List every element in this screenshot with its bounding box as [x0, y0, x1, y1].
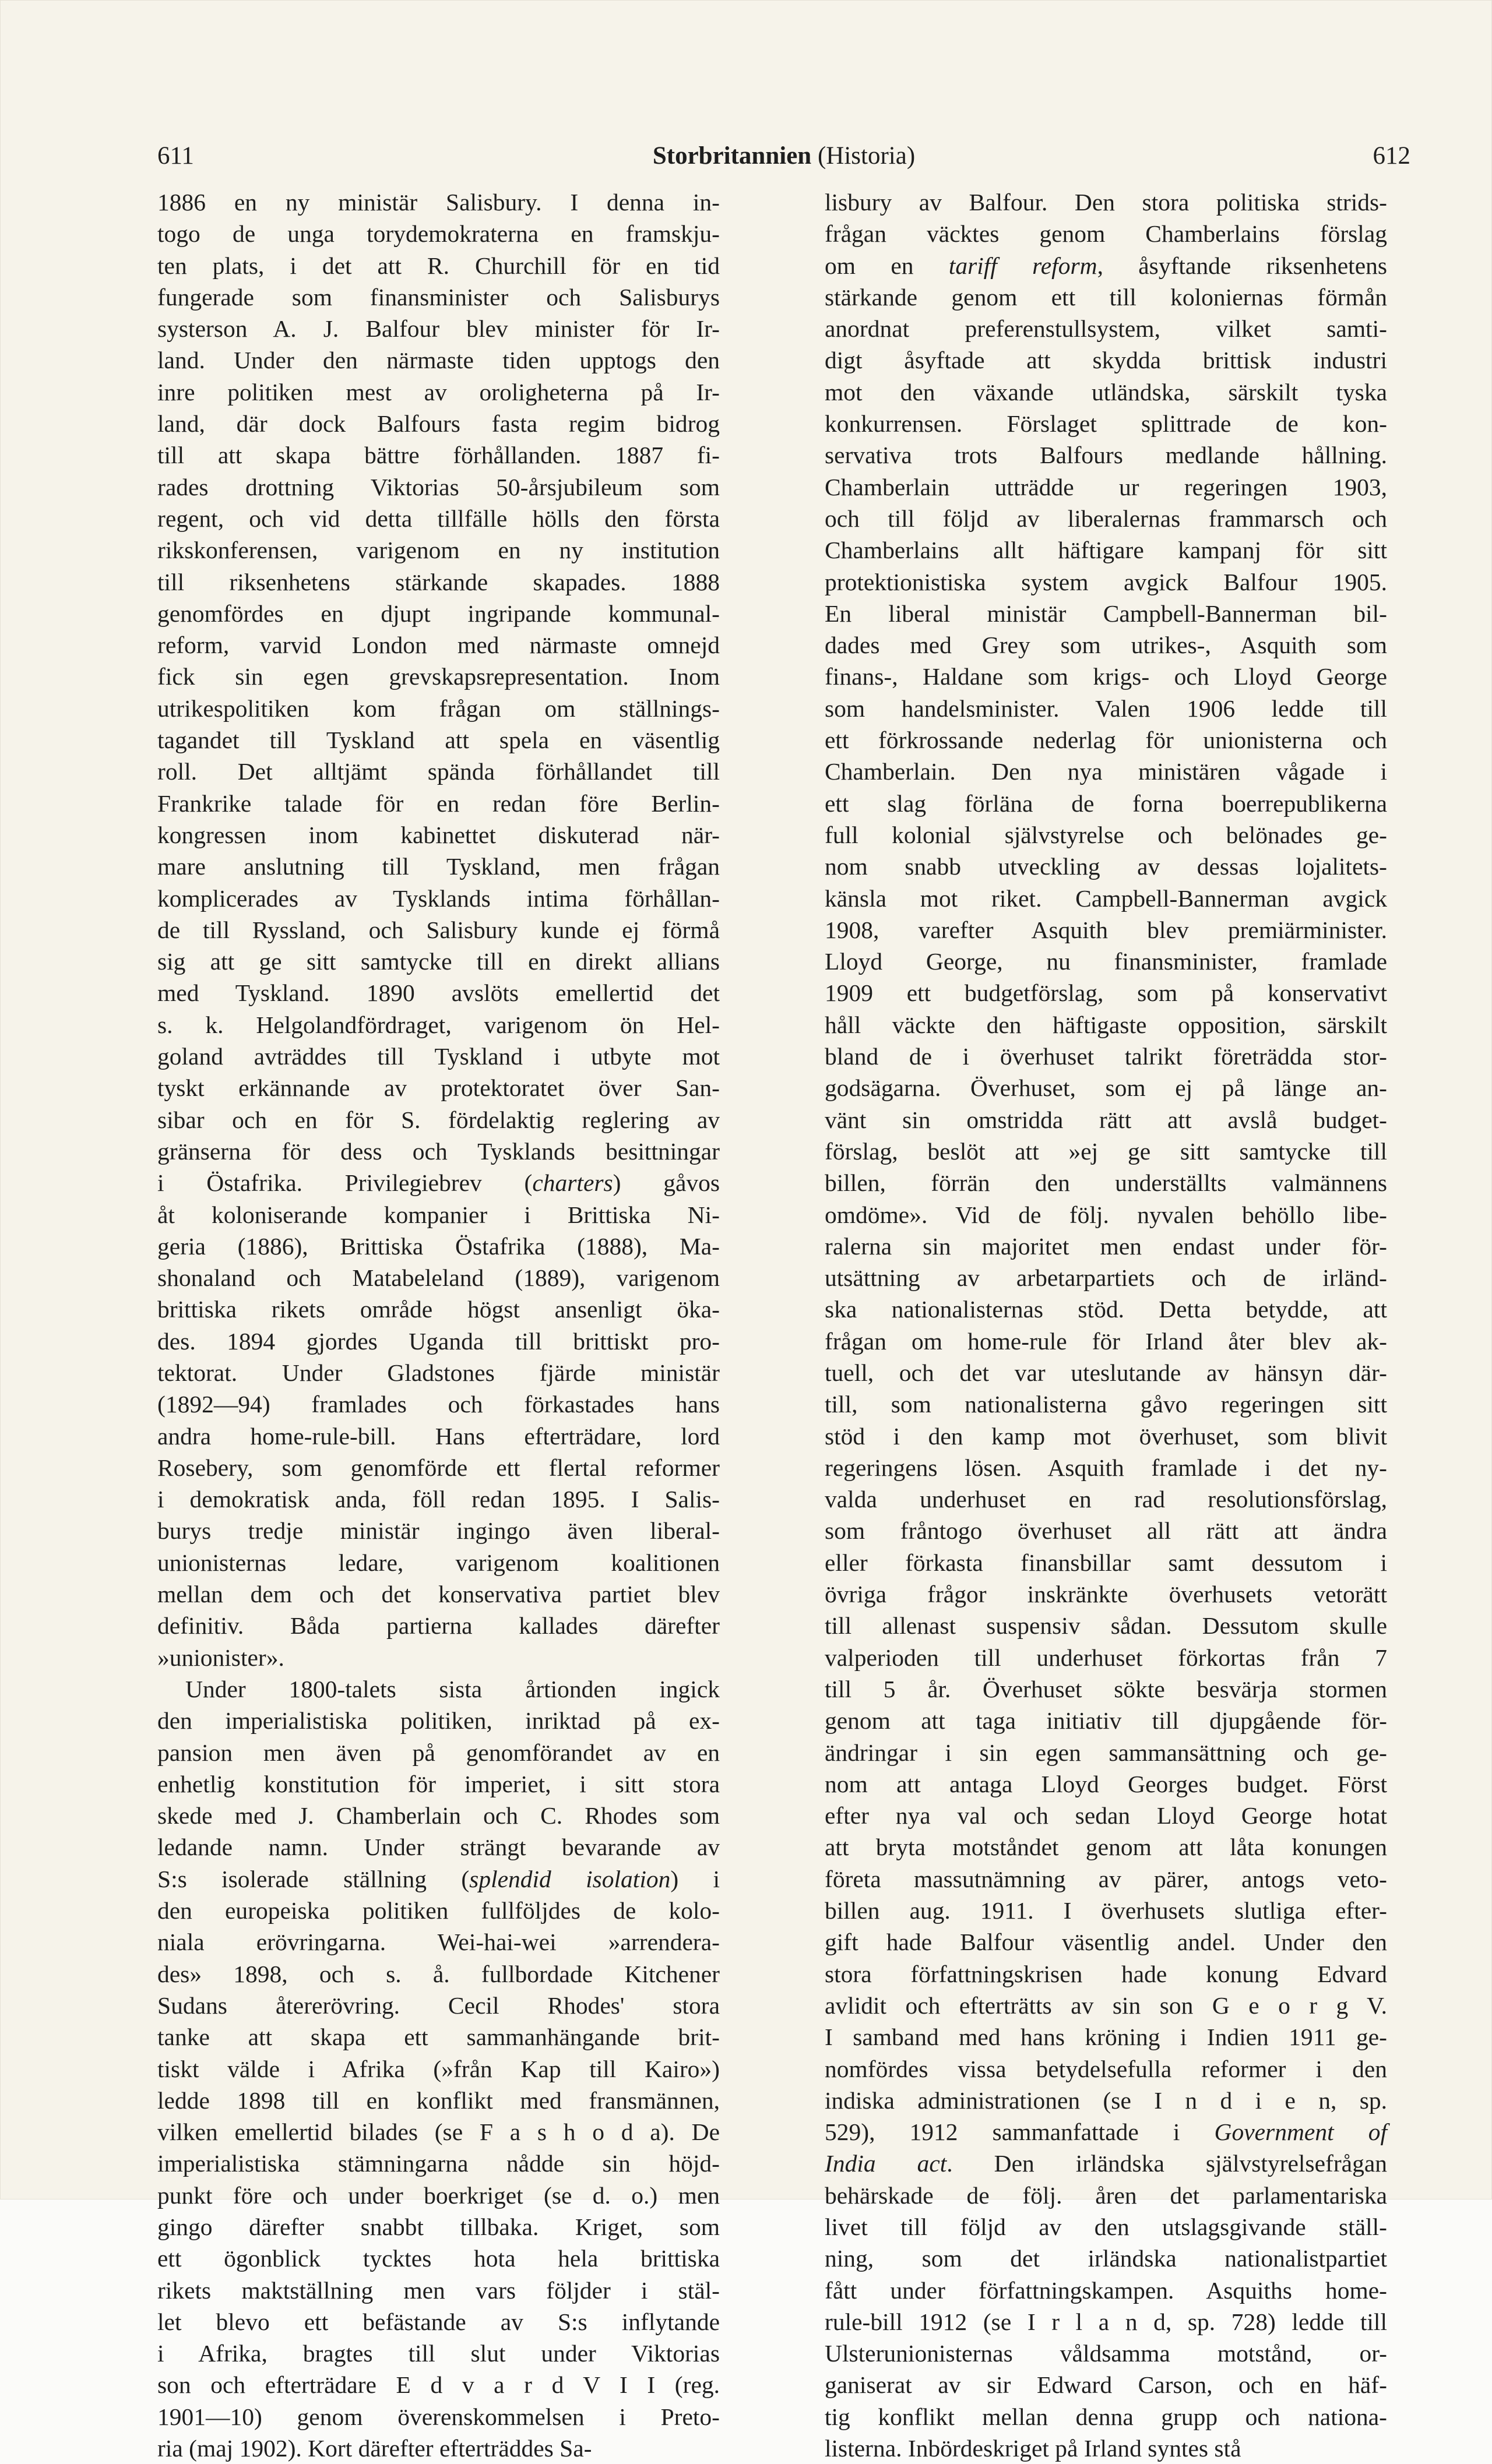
- text-line: bland de i överhuset talrikt företrädda stor-: [825, 1043, 1387, 1070]
- running-title: [157, 139, 1410, 174]
- running-title-bold: Storbritannien: [652, 142, 812, 170]
- text-line: tagandet till Tyskland att spela en väsentlig: [157, 727, 720, 754]
- text-line: nom att antaga Lloyd Georges budget. Först: [825, 1770, 1387, 1797]
- text-line: des» 1898, och s. å. fullbordade Kitchener: [157, 1960, 720, 1987]
- text-line: och till följd av liberalernas frammarsch och: [825, 505, 1387, 532]
- text-line: des. 1894 gjordes Uganda till brittiskt pro-: [157, 1327, 720, 1355]
- text-line: shonaland och Matabeleland (1889), varigenom: [157, 1264, 720, 1292]
- text-line: sig att ge sitt samtycke till en direkt allians: [157, 948, 720, 975]
- text-line: valda underhuset en rad resolutionsförslag,: [825, 1486, 1387, 1513]
- text-line: livet till följd av den utslagsgivande ställ-: [825, 2213, 1387, 2240]
- text-line: de till Ryssland, och Salisbury kunde ej förmå: [157, 916, 720, 943]
- text-line: pansion men även på genomförandet av en: [157, 1739, 720, 1766]
- left-column: [157, 186, 720, 2464]
- text-line: En liberal ministär Campbell-Bannerman bil-: [825, 600, 1387, 627]
- text-line: Ulsterunionisternas våldsamma motstånd, or-: [825, 2340, 1387, 2367]
- text-line: genomfördes en djupt ingripande kommunal-: [157, 600, 720, 627]
- text-line: gift hade Balfour väsentlig andel. Under den: [825, 1929, 1387, 1956]
- text-line: åt koloniserande kompanier i Brittiska Ni-: [157, 1201, 720, 1228]
- text-line: tiskt välde i Afrika (»från Kap till Kairo»): [157, 2055, 720, 2082]
- text-line: 1901—10) genom överenskommelsen i Preto-: [157, 2403, 720, 2430]
- text-line: till att skapa bättre förhållanden. 1887 fi-: [157, 442, 720, 469]
- text-line: mellan dem och det konservativa partiet blev: [157, 1581, 720, 1608]
- text-line: Frankrike talade för en redan före Berlin-: [157, 789, 720, 817]
- text-line: regeringens lösen. Asquith framlade i det ny-: [825, 1454, 1387, 1481]
- text-line: (1892—94) framlades och förkastades hans: [157, 1391, 720, 1418]
- text-line: i demokratisk anda, föll redan 1895. I Salis-: [157, 1486, 720, 1513]
- text-line: som fråntogo överhuset all rätt att ändra: [825, 1517, 1387, 1545]
- text-line: digt åsyftade att skydda brittisk industri: [825, 347, 1387, 374]
- text-line: den europeiska politiken fullföljdes de kolo-: [157, 1897, 720, 1924]
- text-line: som handelsminister. Valen 1906 ledde till: [825, 695, 1387, 722]
- text-line: eller förkasta finansbillar samt dessutom i: [825, 1549, 1387, 1576]
- text-line: nomfördes vissa betydelsefulla reformer i den: [825, 2055, 1387, 2082]
- text-line: frågan väcktes genom Chamberlains förslag: [825, 220, 1387, 248]
- text-line: företa massutnämning av pärer, antogs veto-: [825, 1865, 1387, 1892]
- text-line: 1908, varefter Asquith blev premiärminister.: [825, 916, 1387, 943]
- text-line: definitiv. Båda partierna kallades därefter: [157, 1612, 720, 1640]
- text-line: son och efterträdare E d v a r d V I I (reg.: [157, 2371, 720, 2399]
- text-line: rule-bill 1912 (se I r l a n d, sp. 728) ledde till: [825, 2308, 1387, 2335]
- text-line: förslag, beslöt att »ej ge sitt samtycke till: [825, 1137, 1387, 1165]
- text-line: till, som nationalisterna gåvo regeringen sitt: [825, 1391, 1387, 1418]
- text-line: 1909 ett budgetförslag, som på konservativt: [825, 979, 1387, 1007]
- text-line: systerson A. J. Balfour blev minister för Ir-: [157, 315, 720, 343]
- text-line: kongressen inom kabinettet diskuterad när-: [157, 821, 720, 848]
- text-line: ska nationalisternas stöd. Detta betydde, att: [825, 1296, 1387, 1323]
- text-line: gingo därefter snabbt tillbaka. Kriget, som: [157, 2213, 720, 2240]
- text-line: Under 1800-talets sista årtionden ingick: [185, 1675, 720, 1702]
- text-line: godsägarna. Överhuset, som ej på länge an-: [825, 1074, 1387, 1102]
- text-line: togo de unga torydemokraterna en framskju-: [157, 220, 720, 248]
- text-line: punkt före och under boerkriget (se d. o.) men: [157, 2181, 720, 2209]
- text-line: håll väckte den häftigaste opposition, särskilt: [825, 1011, 1387, 1038]
- text-line: unionisternas ledare, varigenom koalitionen: [157, 1549, 720, 1576]
- text-line: protektionistiska system avgick Balfour 1905.: [825, 568, 1387, 595]
- text-line: ändringar i sin egen sammansättning och ge-: [825, 1739, 1387, 1766]
- text-line: tanke att skapa ett sammanhängande brit-: [157, 2024, 720, 2051]
- text-line: 529), 1912 sammanfattade i Government of: [825, 2118, 1387, 2146]
- text-line: land. Under den närmaste tiden upptogs den: [157, 347, 720, 374]
- text-line: till riksenhetens stärkande skapades. 1888: [157, 568, 720, 595]
- text-line: ett slag förläna de forna boerrepublikerna: [825, 789, 1387, 817]
- text-line: fungerade som finansminister och Salisburys: [157, 283, 720, 311]
- text-line: land, där dock Balfours fasta regim bidrog: [157, 410, 720, 438]
- text-line: frågan om home-rule för Irland åter blev ak-: [825, 1327, 1387, 1355]
- text-line: komplicerades av Tysklands intima förhållan-: [157, 884, 720, 912]
- text-line: brittiska rikets område högst ansenligt öka-: [157, 1296, 720, 1323]
- text-line: roll. Det alltjämt spända förhållandet till: [157, 758, 720, 785]
- text-line: mot den växande utländska, särskilt tyska: [825, 378, 1387, 406]
- text-line: fått under författningskampen. Asquiths home-: [825, 2276, 1387, 2304]
- text-line: »unionister».: [157, 1644, 284, 1671]
- text-line: till allenast suspensiv sådan. Dessutom skulle: [825, 1612, 1387, 1640]
- text-line: listerna. Inbördeskriget på Irland syntes stå: [825, 2435, 1241, 2462]
- text-line: anordnat preferenstullsystem, vilket samti-: [825, 315, 1387, 343]
- text-line: ralerna sin majoritet men endast under för-: [825, 1232, 1387, 1260]
- text-line: avlidit och efterträtts av sin son G e o r g V.: [825, 1991, 1387, 2019]
- text-line: känsla mot riket. Campbell-Bannerman avgick: [825, 884, 1387, 912]
- text-line: med Tyskland. 1890 avslöts emellertid det: [157, 979, 720, 1007]
- text-line: ledande namn. Under strängt bevarande av: [157, 1834, 720, 1861]
- text-line: Chamberlains allt häftigare kampanj för sitt: [825, 537, 1387, 564]
- text-line: Chamberlain utträdde ur regeringen 1903,: [825, 473, 1387, 500]
- text-line: tektorat. Under Gladstones fjärde ministär: [157, 1359, 720, 1386]
- text-line: rikets maktställning men vars följder i stäl-: [157, 2276, 720, 2304]
- text-line: imperialistiska stämningarna nådde sin höjd-: [157, 2150, 720, 2177]
- text-line: 1886 en ny ministär Salisbury. I denna in-: [157, 189, 720, 216]
- text-line: tig konflikt mellan denna grupp och nationa-: [825, 2403, 1387, 2430]
- text-line: ett förkrossande nederlag för unionisterna och: [825, 727, 1387, 754]
- text-line: vilken emellertid bilades (se F a s h o d a). De: [157, 2118, 720, 2146]
- text-line: ria (maj 1902). Kort därefter efterträddes Sa-: [157, 2435, 592, 2462]
- right-column: [825, 186, 1387, 2464]
- text-line: gränserna för dess och Tysklands besittningar: [157, 1137, 720, 1165]
- text-line: fick sin egen grevskapsrepresentation. Inom: [157, 663, 720, 690]
- text-line: ten plats, i det att R. Churchill för en tid: [157, 252, 720, 279]
- text-line: goland avträddes till Tyskland i utbyte mot: [157, 1043, 720, 1070]
- text-line: rades drottning Viktorias 50-årsjubileum som: [157, 473, 720, 500]
- text-line: stöd i den kamp mot överhuset, som blivit: [825, 1422, 1387, 1450]
- text-line: India act. Den irländska självstyrelsefrågan: [825, 2150, 1387, 2177]
- text-line: andra home-rule-bill. Hans efterträdare, lord: [157, 1422, 720, 1450]
- text-line: ett ögonblick tycktes hota hela brittiska: [157, 2245, 720, 2272]
- text-line: ning, som det irländska nationalistpartiet: [825, 2245, 1387, 2272]
- text-line: Lloyd George, nu finansminister, framlade: [825, 948, 1387, 975]
- text-line: stora författningskrisen hade konung Edvard: [825, 1960, 1387, 1987]
- text-line: till 5 år. Överhuset sökte besvärja stormen: [825, 1675, 1387, 1702]
- text-line: utrikespolitiken kom frågan om ställnings-: [157, 695, 720, 722]
- text-line: omdöme». Vid de följ. nyvalen behöllo libe-: [825, 1201, 1387, 1228]
- text-line: stärkande genom ett till koloniernas förmån: [825, 283, 1387, 311]
- text-line: finans-, Haldane som krigs- och Lloyd George: [825, 663, 1387, 690]
- text-line: billen, förrän den underställts valmännens: [825, 1169, 1387, 1197]
- page-number-left: 611: [157, 142, 194, 170]
- text-line: tyskt erkännande av protektoratet över San-: [157, 1074, 720, 1102]
- text-line: geria (1886), Brittiska Östafrika (1888), Ma-: [157, 1232, 720, 1260]
- text-line: niala erövringarna. Wei-hai-wei »arrendera-: [157, 1929, 720, 1956]
- text-line: om en tariff reform, åsyftande riksenhetens: [825, 252, 1388, 279]
- text-line: let blevo ett befästande av S:s inflytande: [157, 2308, 720, 2335]
- text-line: utsättning av arbetarpartiets och de irländ-: [825, 1264, 1387, 1292]
- text-line: konkurrensen. Förslaget splittrade de kon-: [825, 410, 1387, 438]
- text-line: full kolonial självstyrelse och belönades ge-: [825, 821, 1387, 848]
- text-line: övriga frågor inskränkte överhusets vetorätt: [825, 1581, 1387, 1608]
- text-line: Sudans återerövring. Cecil Rhodes' stora: [157, 1991, 720, 2019]
- text-line: reform, varvid London med närmaste omnejd: [157, 632, 720, 659]
- text-line: sibar och en för S. fördelaktig reglering av: [157, 1106, 720, 1133]
- text-line: i Afrika, bragtes till slut under Viktorias: [157, 2340, 720, 2367]
- text-line: ledde 1898 till en konflikt med fransmännen,: [157, 2086, 720, 2114]
- text-line: inre politiken mest av oroligheterna på Ir-: [157, 378, 720, 406]
- text-line: s. k. Helgolandfördraget, varigenom ön Hel-: [157, 1011, 720, 1038]
- running-title-rest: (Historia): [811, 142, 916, 170]
- text-line: indiska administrationen (se I n d i e n, sp.: [825, 2086, 1387, 2114]
- text-line: behärskade de följ. åren det parlamentariska: [825, 2181, 1387, 2209]
- text-line: ganiserat av sir Edward Carson, och en häf-: [825, 2371, 1387, 2399]
- text-line: dades med Grey som utrikes-, Asquith som: [825, 632, 1387, 659]
- text-line: I samband med hans kröning i Indien 1911 ge-: [825, 2024, 1387, 2051]
- text-line: servativa trots Balfours medlande hållning.: [825, 442, 1387, 469]
- text-line: enhetlig konstitution för imperiet, i sitt stora: [157, 1770, 720, 1797]
- text-line: regent, och vid detta tillfälle hölls den första: [157, 505, 720, 532]
- text-line: den imperialistiska politiken, inriktad på ex-: [157, 1707, 720, 1735]
- page-header: [157, 139, 1410, 174]
- text-line: genom att taga initiativ till djupgående för-: [825, 1707, 1387, 1735]
- page-number-right: 612: [1373, 142, 1410, 170]
- text-line: mare anslutning till Tyskland, men frågan: [157, 853, 720, 880]
- text-line: efter nya val och sedan Lloyd George hotat: [825, 1802, 1387, 1830]
- text-line: i Östafrika. Privilegiebrev (charters) gåvos: [157, 1169, 720, 1197]
- text-line: valperioden till underhuset förkortas från 7: [825, 1644, 1387, 1671]
- text-line: Chamberlain. Den nya ministären vågade i: [825, 758, 1387, 785]
- text-line: vänt sin omstridda rätt att avslå budget-: [825, 1106, 1387, 1133]
- text-line: billen aug. 1911. I överhusets slutliga efter-: [825, 1897, 1387, 1924]
- text-line: Rosebery, som genomförde ett flertal reformer: [157, 1454, 720, 1481]
- text-line: tuell, och det var uteslutande av hänsyn där-: [825, 1359, 1387, 1386]
- text-line: rikskonferensen, varigenom en ny institution: [157, 537, 720, 564]
- text-line: skede med J. Chamberlain och C. Rhodes som: [157, 1802, 720, 1830]
- text-line: burys tredje ministär ingingo även liberal-: [157, 1517, 720, 1545]
- text-line: S:s isolerade ställning (splendid isolation) i: [157, 1865, 720, 1892]
- text-line: att bryta motståndet genom att låta konungen: [825, 1834, 1387, 1861]
- text-line: lisbury av Balfour. Den stora politiska strids-: [825, 189, 1387, 216]
- text-line: nom snabb utveckling av dessas lojalitets-: [825, 853, 1387, 880]
